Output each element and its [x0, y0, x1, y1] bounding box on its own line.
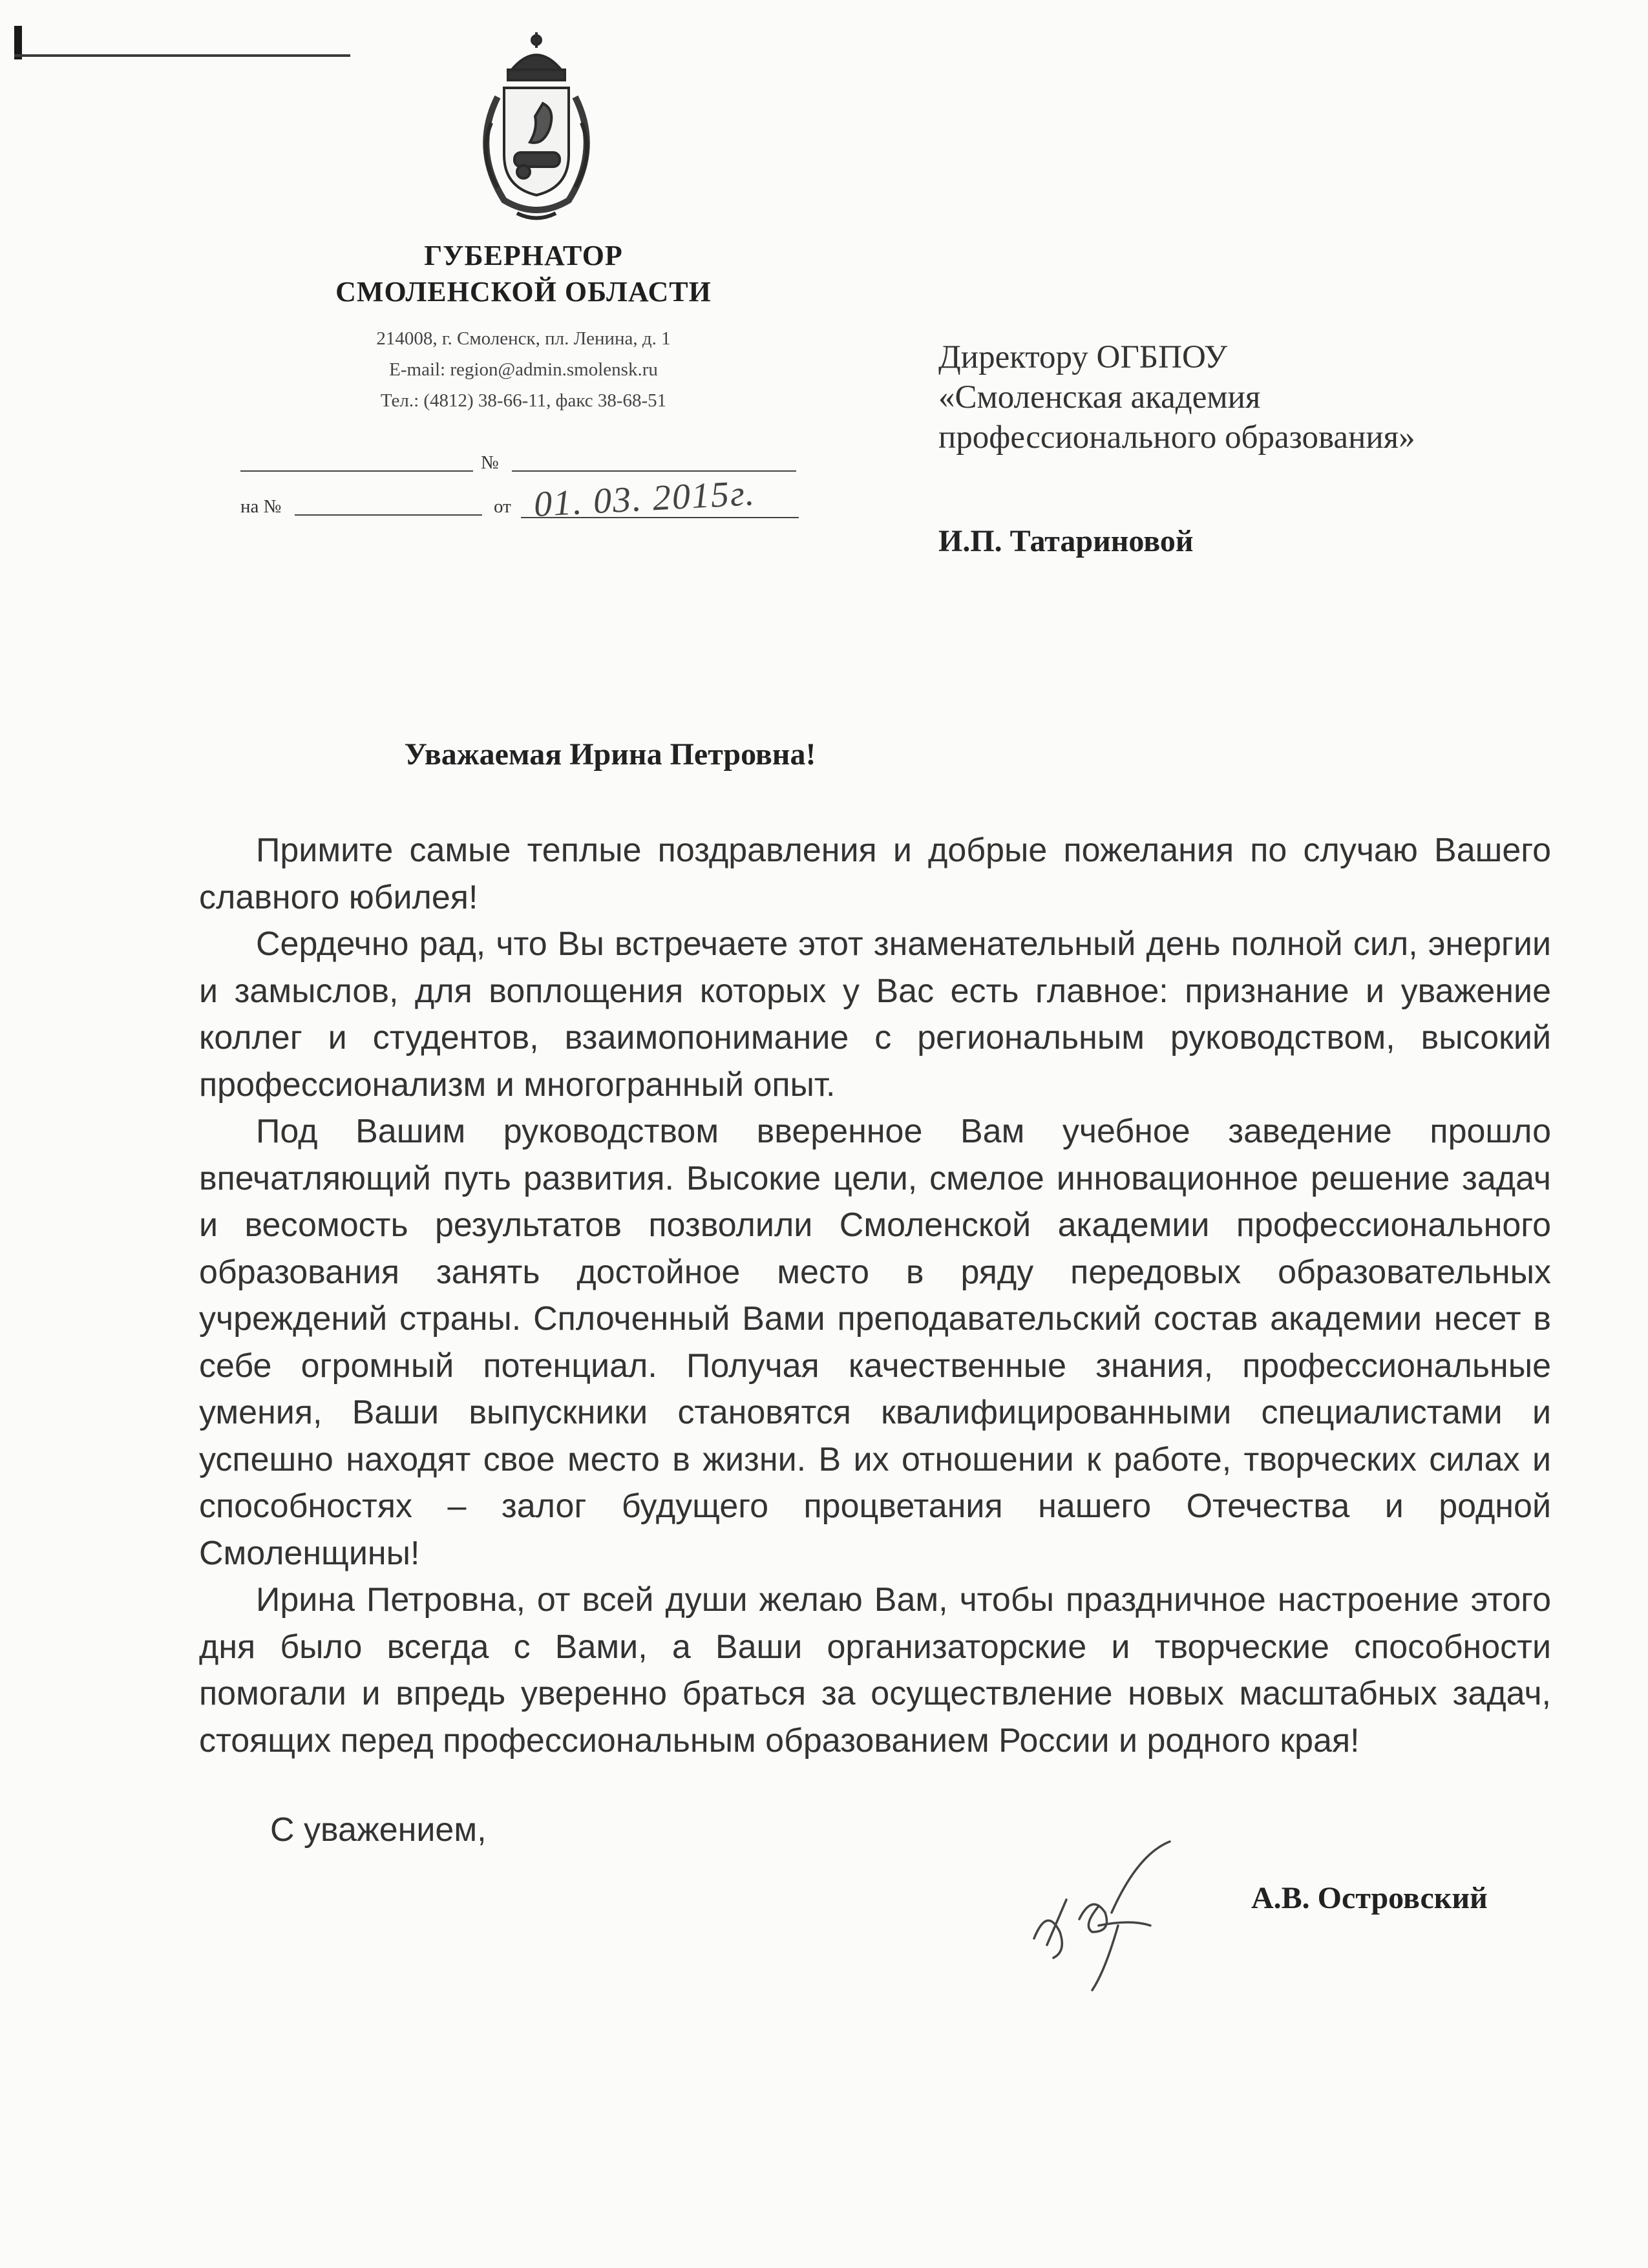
reference-date-handwritten: 01. 03. 2015г. [533, 473, 757, 525]
addressee-line3: профессионального образования» [938, 419, 1415, 456]
closing: С уважением, [270, 1811, 487, 1849]
paragraph: Примите самые теплые поздравления и добрые пожелания по случаю Вашего славного юбилея! [199, 832, 1551, 916]
reference-label: на № [240, 496, 282, 517]
coat-of-arms-icon [452, 26, 620, 233]
outgoing-date-line [240, 470, 473, 472]
issuer-phone: Тел.: (4812) 38-66-11, факс 38-68-51 [380, 390, 667, 411]
issuer-title-line1: ГУБЕРНАТОР [424, 240, 623, 271]
issuer-title-line2: СМОЛЕНСКОЙ ОБЛАСТИ [335, 276, 712, 308]
number-label: № [481, 452, 499, 473]
handwritten-signature [1021, 1829, 1215, 1997]
salutation: Уважаемая Ирина Петровна! [404, 737, 816, 772]
issuer-contacts [259, 323, 788, 416]
scan-edge-line [14, 54, 350, 57]
issuer-address: 214008, г. Смоленск, пл. Ленина, д. 1 [376, 328, 671, 349]
date-label: от [494, 496, 511, 517]
reference-number-line [295, 514, 482, 516]
issuer-title [259, 238, 788, 310]
issuer-email: E-mail: region@admin.smolensk.ru [389, 359, 658, 380]
paragraph: Сердечно рад, что Вы встречаете этот знаменательный день полной сил, энергии и замыслов, для воплощения которых у Вас есть главное: признание и уважение коллег и студентов, взаимопонимание с региональным руководством, высокий профессионализм и многогранный опыт. [199, 925, 1551, 1104]
letter-body [199, 827, 1551, 1764]
addressee-name: И.П. Татариновой [938, 524, 1194, 558]
outgoing-number-line [512, 470, 796, 472]
signatory-name: А.В. Островский [1251, 1881, 1488, 1915]
addressee-line1: Директору ОГБПОУ [938, 339, 1228, 375]
addressee-line2: «Смоленская академия [938, 379, 1261, 415]
paragraph: Под Вашим руководством вверенное Вам учебное заведение прошло впечатляющий путь развития. Высокие цели, смелое инновационное решение задач и весомость результатов позволили Смоленской академии профессионального образования занять достойное место в ряду передовых образовательных учреждений страны. Сплоченный Вами преподавательский состав академии несет в себе огромный потенциал. Получая качественные знания, профессиональные умения, Ваши выпускники становятся квалифицированными специалистами и успешно находят свое место в жизни. В их отношении к работе, творческих силах и способностях – залог будущего процветания нашего Отечества и родной Смоленщины! [199, 1113, 1551, 1572]
paragraph: Ирина Петровна, от всей души желаю Вам, чтобы праздничное настроение этого дня было всегда с Вами, а Ваши организаторские и творческие способности помогали и впредь уверенно браться за осуществление новых масштабных задач, стоящих перед профессиональным образованием России и родного края! [199, 1581, 1551, 1759]
addressee-block [938, 337, 1585, 457]
